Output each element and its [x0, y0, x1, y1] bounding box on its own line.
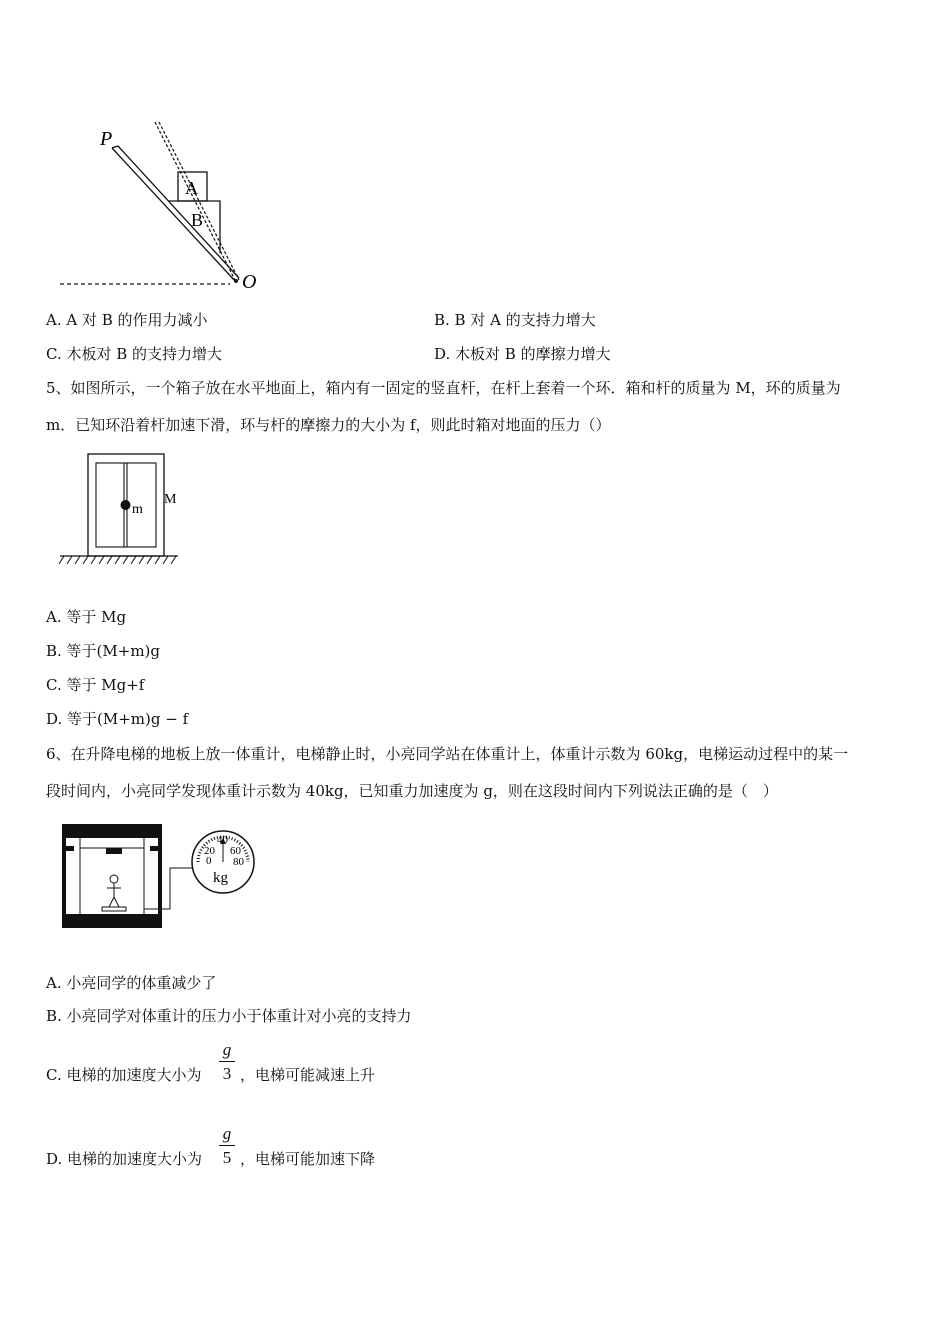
fraction-bar [219, 1061, 235, 1062]
q5-stem-line2: m．已知环沿着杆加速下滑，环与杆的摩擦力的大小为 f，则此时箱对地面的压力（） [46, 416, 611, 434]
q6-option-c-fraction [219, 1040, 235, 1084]
fraction-numerator: g [222, 1040, 232, 1059]
dial-tick-60: 60 [230, 845, 241, 857]
q6-option-d-suffix: ，电梯可能加速下降 [240, 1150, 376, 1168]
q5-option-c[interactable]: C. 等于 Mg+f [46, 676, 145, 694]
label-ring-m: m [132, 502, 143, 517]
label-o: O [242, 271, 257, 293]
q6-option-d-prefix[interactable]: D. 电梯的加速度大小为 [46, 1150, 203, 1168]
label-a: A [185, 178, 198, 198]
q4-option-b[interactable]: B. B 对 A 的支持力增大 [434, 311, 596, 329]
q4-option-a[interactable]: A. A 对 B 的作用力减小 [46, 311, 208, 329]
fraction-denominator: 3 [222, 1064, 232, 1083]
dial-tick-0: 0 [206, 855, 212, 867]
fraction-denominator: 5 [222, 1148, 232, 1167]
q4-option-d[interactable]: D. 木板对 B 的摩擦力增大 [434, 345, 611, 363]
elevator-scale-diagram [58, 818, 298, 938]
q6-option-a[interactable]: A. 小亮同学的体重减少了 [46, 974, 217, 992]
q6-option-d-fraction [219, 1124, 235, 1168]
label-box-M: M [164, 492, 177, 507]
q6-stem-line2: 段时间内，小亮同学发现体重计示数为 40kg，已知重力加速度为 g，则在这段时间内下列说法正确的是（ ） [46, 782, 778, 800]
fraction-numerator: g [222, 1124, 232, 1143]
box-rod-ring-diagram [50, 448, 250, 588]
q4-option-c[interactable]: C. 木板对 B 的支持力增大 [46, 345, 223, 363]
dial-unit: kg [213, 870, 228, 886]
dial-tick-40: 40 [217, 834, 228, 846]
dial-tick-80: 80 [233, 856, 244, 868]
label-b: B [191, 210, 204, 230]
label-p: P [100, 128, 113, 150]
q6-stem-line1: 6、在升降电梯的地板上放一体重计，电梯静止时，小亮同学站在体重计上，体重计示数为 60kg，电梯运动过程中的某一 [46, 745, 849, 763]
q6-option-c-prefix[interactable]: C. 电梯的加速度大小为 [46, 1066, 202, 1084]
q5-stem-line1: 5、如图所示，一个箱子放在水平地面上，箱内有一固定的竖直杆，在杆上套着一个环．箱和杆的质量为 M，环的质量为 [46, 379, 841, 397]
q5-option-b[interactable]: B. 等于(M+m)g [46, 642, 161, 660]
incline-diagram [40, 110, 340, 310]
q5-option-d[interactable]: D. 等于(M+m)g − f [46, 710, 189, 728]
q6-option-b[interactable]: B. 小亮同学对体重计的压力小于体重计对小亮的支持力 [46, 1007, 412, 1025]
dial-tick-20: 20 [204, 845, 215, 857]
fraction-bar [219, 1145, 235, 1146]
q6-option-c-suffix: ，电梯可能减速上升 [240, 1066, 376, 1084]
q5-option-a[interactable]: A. 等于 Mg [46, 608, 127, 626]
